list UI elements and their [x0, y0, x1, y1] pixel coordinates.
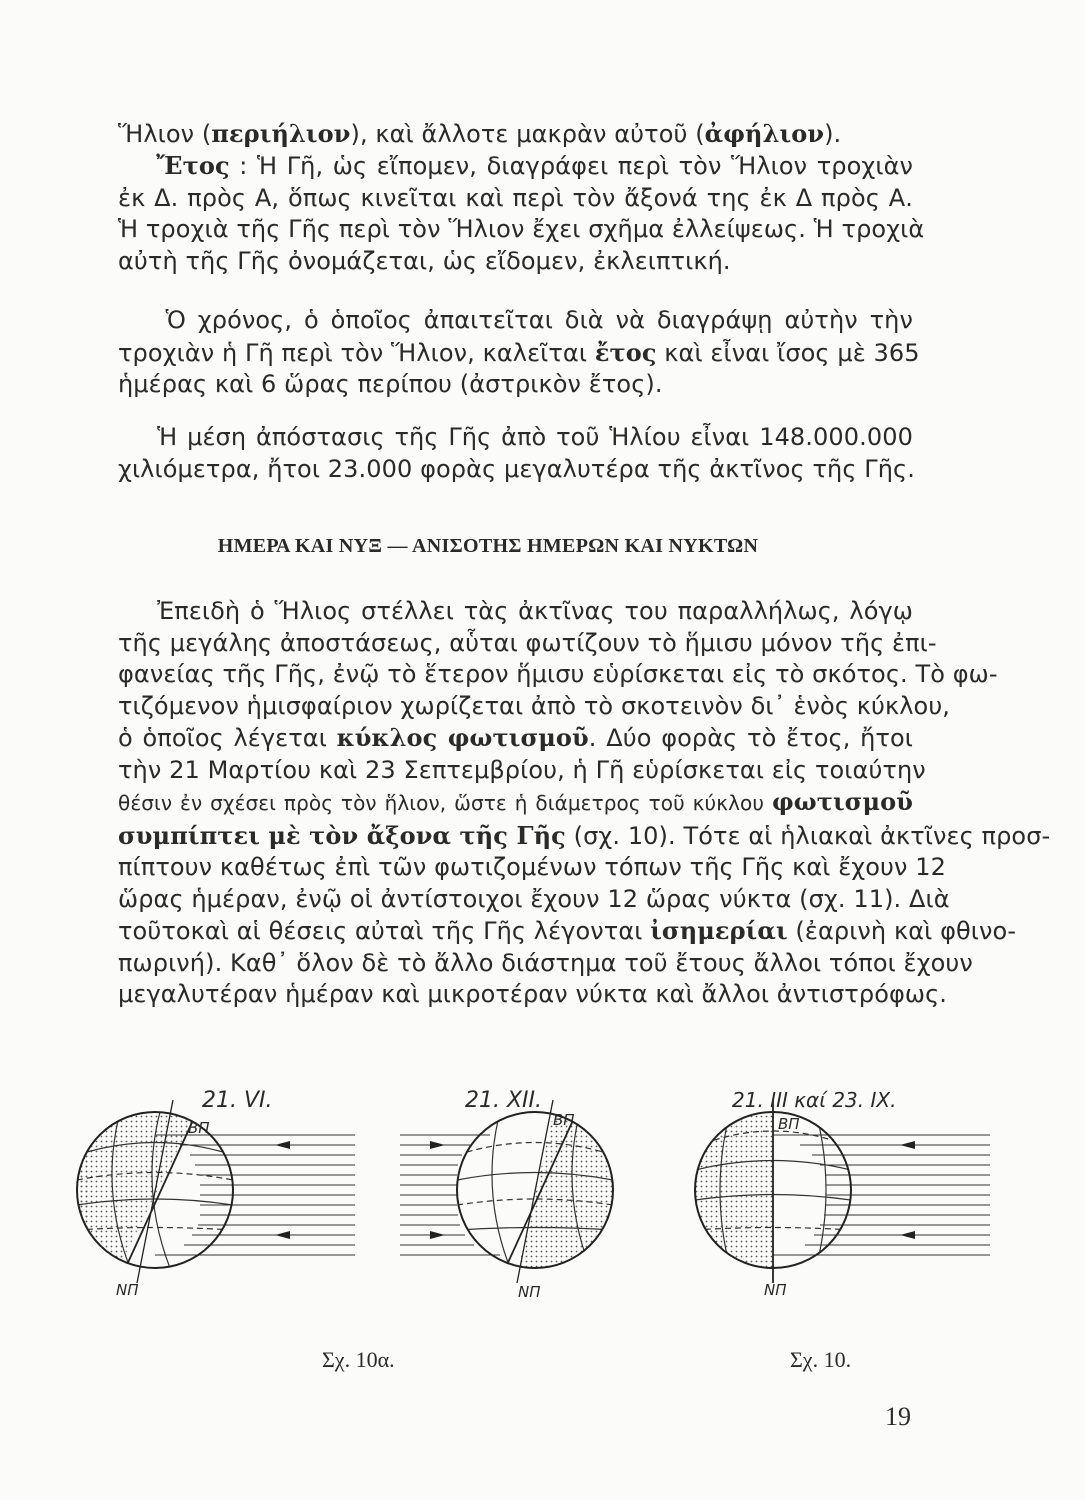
figures-illumination	[60, 1085, 1020, 1305]
ray-arrows	[275, 1141, 290, 1239]
ray-arrows	[900, 1141, 915, 1239]
ray-arrows	[430, 1141, 445, 1239]
page-number: 19	[885, 1402, 911, 1431]
caption-figure-10: Σχ. 10.	[790, 1347, 852, 1372]
text-line: Ἐπειδὴ ὁ Ἥλιος στέλλει τὰς ἀκτῖνας του παραλλήλως, λόγῳ	[157, 597, 914, 625]
text-line: θέσιν ἐν σχέσει πρὸς τὸν ἥλιον, ὥστε ἡ διάμετρος τοῦ κύκλου φωτισμοῦ	[118, 787, 913, 816]
text-line: πίπτουν καθέτως ἐπὶ τῶν φωτιζομένων τόπων τῆς Γῆς καὶ ἔχουν 12	[118, 853, 947, 881]
figure-equinox	[680, 1085, 990, 1305]
figure-date-label: 21. III καί 23. IX.	[732, 1088, 897, 1112]
text-line: Ἡ μέση ἀπόστασις τῆς Γῆς ἀπὸ τοῦ Ἡλίου εἶναι 148.000.000	[157, 423, 913, 451]
text-line: Ἥλιον (περιήλιον), καὶ ἄλλοτε μακρὰν αὐτοῦ (ἀφήλιον).	[118, 119, 842, 148]
text-line: τὴν 21 Μαρτίου καὶ 23 Σεπτεμβρίου, ἡ Γῆ εὑρίσκεται εἰς τοιαύτην	[118, 755, 926, 784]
text-line: Ἡ τροχιὰ τῆς Γῆς περὶ τὸν Ἥλιον ἔχει σχῆμα ἐλλείψεως. Ἡ τροχιὰ	[118, 215, 925, 243]
figure-december-solstice	[400, 1085, 660, 1305]
north-pole-label: ΒΠ	[188, 1119, 210, 1137]
text-line: πωρινή). Καθ᾿ ὅλον δὲ τὸ ἄλλο διάστημα τοῦ ἔτους ἄλλοι τόποι ἔχουν	[118, 948, 973, 977]
text-line: χιλιόμετρα, ἤτοι 23.000 φορὰς μεγαλυτέρα τῆς ἀκτῖνος τῆς Γῆς.	[118, 454, 915, 483]
section-heading: ΗΜΕΡΑ ΚΑΙ ΝΥΞ — ΑΝΙΣΟΤΗΣ ΗΜΕΡΩΝ ΚΑΙ ΝΥΚΤΩΝ	[217, 535, 759, 557]
paragraph-time	[118, 305, 920, 401]
term-coincides-axis: συμπίπτει μὲ τὸν ἄξονα τῆς Γῆς	[118, 820, 566, 850]
paragraph-perihelion	[118, 118, 913, 151]
text-line: ἐκ Δ. πρὸς Α, ὅπως κινεῖται καὶ περὶ τὸν ἄξονά της ἐκ Δ πρὸς Α.	[118, 183, 913, 212]
south-pole-label: ΝΠ	[116, 1281, 139, 1299]
text-line: ὥρας ἡμέραν, ἐνῷ οἱ ἀντίστοιχοι ἔχουν 12 ὥρας νύκτα (σχ. 11). Διὰ	[118, 884, 950, 913]
figure-date-label: 21. VI.	[202, 1088, 273, 1113]
term-perihelion: περιήλιον	[211, 119, 351, 148]
dark-hemisphere-shading	[510, 1085, 660, 1305]
paragraph-year	[118, 150, 925, 277]
term-aphelion: ἀφήλιον	[704, 119, 825, 148]
text-line: Ἔτος : Ἡ Γῆ, ὡς εἴπομεν, διαγράφει περὶ τὸν Ἥλιον τροχιὰν	[156, 151, 913, 180]
paragraph-distance	[118, 422, 913, 485]
caption-figure-10a: Σχ. 10α.	[322, 1347, 395, 1372]
term-year: Ἔτος	[156, 151, 230, 180]
text-line: αὐτὴ τῆς Γῆς ὀνομάζεται, ὡς εἴδομεν, ἐκλειπτική.	[118, 246, 731, 275]
text-line: ὁ ὁποῖος λέγεται κύκλος φωτισμοῦ. Δύο φορὰς τὸ ἔτος, ἤτοι	[118, 723, 913, 752]
term-equinoxes: ἰσημερίαι	[650, 916, 788, 945]
figure-date-label: 21. XII.	[465, 1088, 543, 1113]
text-line: μεγαλυτέραν ἡμέραν καὶ μικροτέραν νύκτα καὶ ἄλλοι ἀντιστρόφως.	[118, 980, 948, 1008]
text-line: τῆς μεγάλης ἀποστάσεως, αὗται φωτίζουν τὸ ἥμισυ μόνον τῆς ἐπι-	[118, 628, 937, 657]
north-pole-label: ΒΠ	[553, 1111, 575, 1129]
sun-rays-lines	[155, 1135, 355, 1255]
south-pole-label: ΝΠ	[518, 1283, 541, 1301]
north-pole-label: ΒΠ	[778, 1115, 800, 1133]
figure-june-solstice	[60, 1085, 355, 1305]
text-line: Ὁ χρόνος, ὁ ὁποῖος ἀπαιτεῖται διὰ νὰ διαγράψῃ αὐτὴν τὴν	[165, 306, 913, 334]
text-line: τροχιὰν ἡ Γῆ περὶ τὸν Ἥλιον, καλεῖται ἔτος καὶ εἶναι ἴσος μὲ 365	[118, 337, 920, 367]
south-pole-label: ΝΠ	[764, 1281, 787, 1299]
text-line: ἡμέρας καὶ 6 ὥρας περίπου (ἀστρικὸν ἔτος).	[118, 370, 663, 398]
term-illumination: φωτισμοῦ	[771, 787, 913, 816]
term-circle-of-illumination: κύκλος φωτισμοῦ	[336, 723, 589, 752]
sun-rays-lines	[400, 1135, 500, 1255]
term-year-2: ἔτος	[594, 337, 657, 367]
paragraph-day-night	[118, 596, 1051, 1011]
text-line: τιζόμενον ἡμισφαίριον χωρίζεται ἀπὸ τὸ σκοτεινὸν δι᾿ ἑνὸς κύκλου,	[118, 691, 951, 720]
text-line: συμπίπτει μὲ τὸν ἄξονα τῆς Γῆς (σχ. 10). Τότε αἱ ἡλιακαὶ ἀκτῖνες προσ-	[118, 820, 1051, 850]
text-line: τοῦτοκαὶ αἱ θέσεις αὐταὶ τῆς Γῆς λέγονται ἰσημερίαι (ἐαρινὴ καὶ φθινο-	[118, 916, 1017, 945]
text-line: φανείας τῆς Γῆς, ἐνῷ τὸ ἕτερον ἥμισυ εὑρίσκεται εἰς τὸ σκότος. Τὸ φω-	[118, 660, 998, 688]
